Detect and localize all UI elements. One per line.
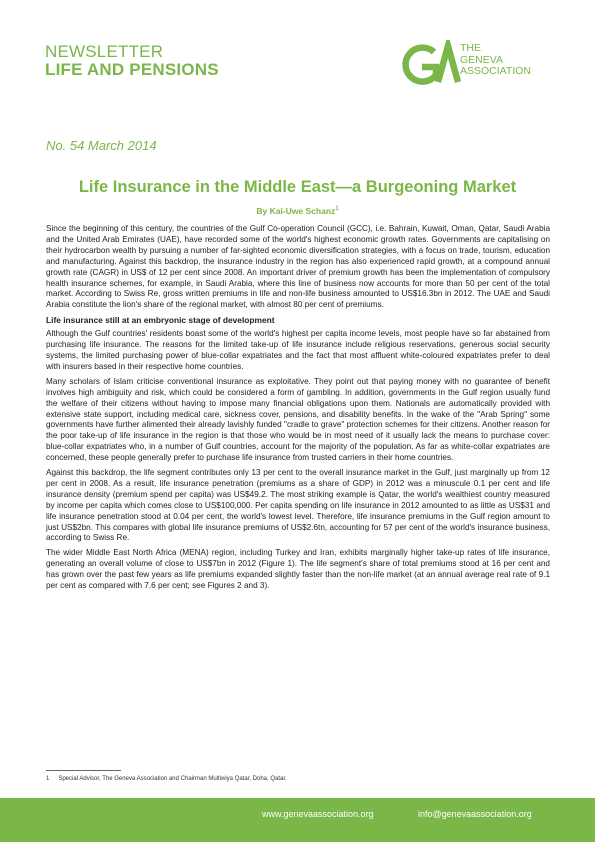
footnote-text: Special Advisor, The Geneva Association and Chairman Multiwiya Qatar, Doha, Qatar. — [58, 776, 287, 782]
logo-wordmark — [460, 43, 531, 78]
author-name: By Kai-Uwe Schanz — [256, 206, 336, 216]
footnote-divider — [46, 770, 121, 771]
paragraph: The wider Middle East North Africa (MENA) region, including Turkey and Iran, exhibits marginally higher take-up rates of life insurance, generating an overall volume of close to US$7bn in 2012 (Figure 1). The life segment's share of total premiums stood at 16 per cent and has grown over the past few years as life premiums expanded slightly faster than the non-life market (at an annual average real rate of 9.1 per cent as compared with 7.6 per cent; see Figures 2 and 3). — [46, 548, 550, 591]
article-title: Life Insurance in the Middle East—a Burgeoning Market — [78, 178, 517, 196]
footer-email-link[interactable]: info@genevaassociation.org — [418, 809, 532, 819]
footnote — [46, 776, 287, 782]
paragraph: Since the beginning of this century, the countries of the Gulf Co-operation Council (GCC), i.e. Bahrain, Kuwait, Oman, Qatar, Saudi Arabia and the United Arab Emirates (UAE), have recorded some of the world's highest economic growth rates. Governments are capitalising on their hydrocarbon wealth by pursuing a number of far-sighted economic diversification strategies, with a focus on trade, tourism, education and manufacturing. Against this backdrop, the insurance industry in the region has also experienced rapid growth, at a compound annual growth rate (CAGR) in US$ of 12 per cent since 2008. An important driver of premium growth has been the implementation of compulsory health insurance schemes, for example, in Saudi Arabia, where this line of business now accounts for more than 50 per cent of the total market. According to Swiss Re, gross written premiums in life and non-life business amounted to US$16.3bn in 2012. The UAE and Saudi Arabia constitute the lion's share of the regional market, with almost 80 per cent of premiums. — [46, 224, 550, 310]
paragraph: Although the Gulf countries' residents boast some of the world's highest per capita income levels, most people have so far abstained from purchasing life insurance. The reasons for the limited take-up of life insurance include religious reservations, generous social security systems, the limited purchasing power of blue-collar expatriates and the fact that most affluent white-coloured expatriates prefer to deal with insurers based in their respective home countries. — [46, 329, 550, 371]
footer-website-link[interactable]: www.genevaassociation.org — [262, 809, 374, 819]
newsletter-line: NEWSLETTER — [45, 42, 164, 61]
article-byline — [0, 206, 595, 216]
section-heading: Life insurance still at an embryonic stage of development — [46, 315, 275, 326]
article-body — [46, 224, 550, 596]
paragraph: Many scholars of Islam criticise conventional insurance as exploitative. They point out that paying money with no guarantee of benefit involves high ambiguity and risk, which could be considered a form of gambling. In addition, governments in the Gulf region usually fund the welfare of their citizens without having to impose many financial obligations upon them. Nationals are automatically provided with extensive state support, including medical care, sickness cover, pensions, and disability benefits. In the wake of the "Arab Spring" some governments have further alimented their already lavishly funded "cradle to grave" protection schemes for their citizens. Another reason for the poor take-up of life insurance in the region is that those who would be in most need of it usually lack the means to purchase cover: blue-collar expatriates who, in a number of Gulf countries, account for the majority of the population. As far as white-collar expatriates are concerned, these people generally prefer to purchase life insurance from trusted carriers in their home countries. — [46, 376, 550, 463]
paragraph: Against this backdrop, the life segment contributes only 13 per cent to the overall insurance market in the Gulf, just marginally up from 12 per cent in 2008. As a result, life insurance penetration (premiums as a share of GDP) in 2012 was a minuscule 0.1 per cent and life insurance density (premium spend per capita) was US$49.2. The most striking example is Qatar, the world's wealthiest country measured by income per capita which comes close to US$100,000. Per capita spending on life insurance in 2012 amounted to as little as US$31 and life insurance penetration stood at 0.04 per cent, the world's lowest level. Therefore, life insurance premiums in the Gulf region amount to just US$2bn. This compares with global life insurance premiums of US$2.6tn, accounting for 57 per cent of the world's insurance business, according to Swiss Re. — [46, 468, 550, 543]
newsletter-title — [45, 43, 219, 79]
logo-line: ASSOCIATION — [460, 65, 531, 77]
author-footnote-mark: 1 — [335, 206, 339, 213]
footer-bar — [0, 798, 595, 842]
newsletter-section: LIFE AND PENSIONS — [45, 60, 219, 79]
logo-line: GENEVA — [460, 53, 503, 66]
logo-line: THE — [460, 42, 481, 54]
footnote-mark: 1 — [46, 776, 50, 782]
issue-number: No. 54 March 2014 — [46, 138, 157, 153]
